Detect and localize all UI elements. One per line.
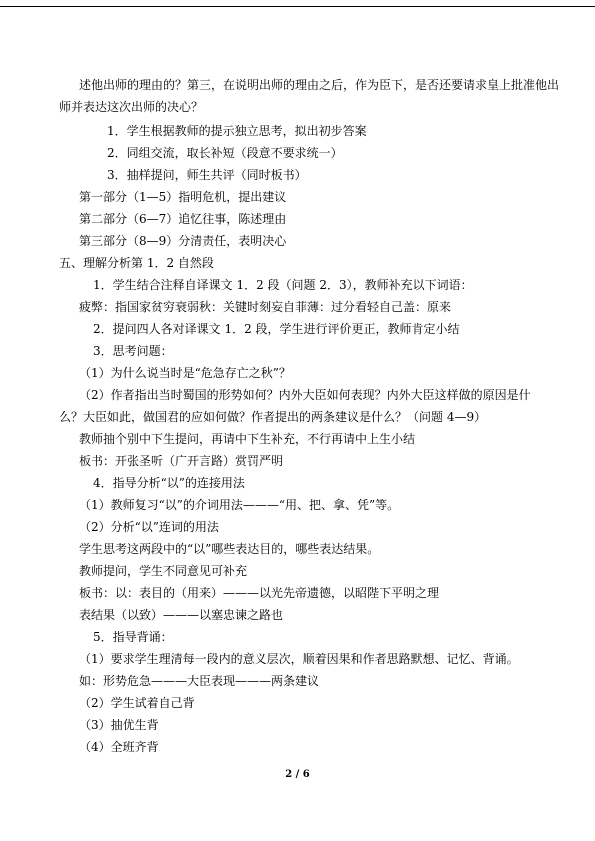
text-line: 1．学生根据教师的提示独立思考，拟出初步答案 [107,124,367,138]
text-line: 2．同组交流，取长补短（段意不要求统一） [107,146,343,160]
text-line: 第二部分（6—7）追忆往事，陈述理由 [79,212,287,226]
text-line: 1．学生结合注释自译课文 1．2 段（问题 2．3），教师补充以下词语： [93,278,473,292]
text-line: 第一部分（1—5）指明危机，提出建议 [79,190,287,204]
text-line: 4．指导分析“以”的连接用法 [93,476,245,490]
text-line: 教师提问，学生不同意见可补充 [79,564,248,578]
text-line: （2）分析“以”连词的用法 [79,520,219,534]
text-line: 如：形势危急———大臣表现———两条建议 [79,674,320,688]
text-line: 师并表达这次出师的决心？ [59,100,204,114]
text-line: 2．提问四人各对译课文 1．2 段，学生进行评价更正，教师肯定小结 [93,322,460,336]
section-heading: 五、理解分析第 1．2 自然段 [59,256,214,270]
text-line: （2）学生试着自己背 [79,696,195,710]
text-line: 板书：以：表目的（用来）———以光先帝遗德，以昭陛下平明之理 [79,586,440,600]
text-line: 5．指导背诵： [93,630,173,644]
text-line: （3）抽优生背 [79,718,159,732]
text-line: （4）全班齐背 [79,740,159,754]
text-line: （1）为什么说当时是“危急存亡之秋”？ [79,366,291,380]
page-number: 2 / 6 [285,769,310,780]
text-line: 第三部分（8—9）分清责任，表明决心 [79,234,287,248]
text-line: 板书：开张圣听（广开言路）赏罚严明 [79,454,284,468]
header-rule [0,6,595,7]
text-line: 述他出师的理由的？第三，在说明出师的理由之后，作为臣下，是否还要请求皇上批准他出 [79,78,560,92]
text-line: 表结果（以致）———以塞忠谏之路也 [79,608,284,622]
text-line: （1）要求学生理清每一段内的意义层次，顺着因果和作者思路默想、记忆、背诵。 [79,652,519,666]
text-line: （1）教师复习“以”的介词用法———“用、把、拿、凭”等。 [79,498,400,512]
text-line: 3．思考问题： [93,344,173,358]
text-line: （2）作者指出当时蜀国的形势如何？内外大臣如何表现？内外大臣这样做的原因是什 [79,388,531,402]
text-line: 疲弊：指国家贫穷衰弱秋：关键时刻妄自菲薄：过分看轻自己盖：原来 [79,300,452,314]
text-line: 学生思考这两段中的“以”哪些表达目的，哪些表达结果。 [79,542,380,556]
text-line: 教师抽个别中下生提问，再请中下生补充，不行再请中上生小结 [79,432,416,446]
text-line: 3．抽样提问，师生共评（同时板书） [107,168,307,182]
text-line: 么？大臣如此，做国君的应如何做？作者提出的两条建议是什么？（问题 4—9） [59,410,487,424]
